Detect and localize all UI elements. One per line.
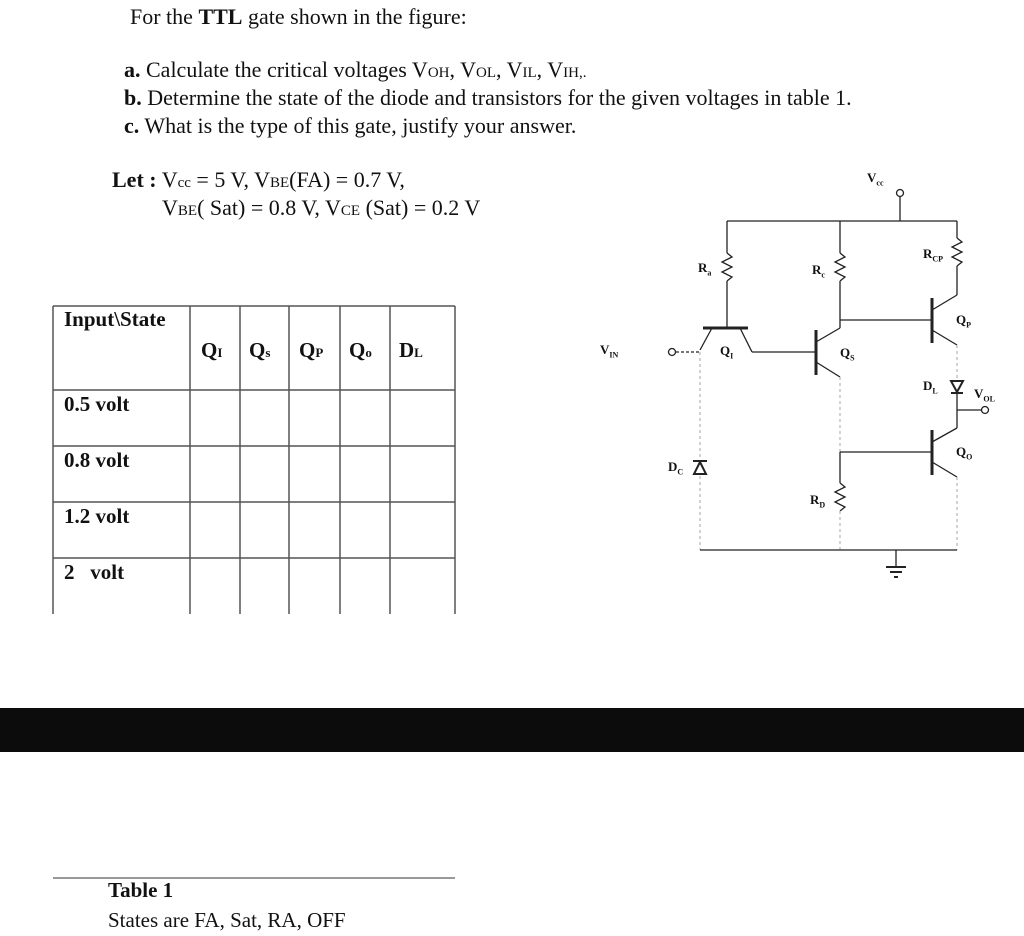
question-b: b. Determine the state of the diode and transistors for the given voltages in table 1.: [124, 85, 852, 110]
table-corner-header: Input\State: [64, 307, 166, 331]
column-header-qi: QI: [201, 338, 223, 362]
rcp-label: $R_{CP}$: [923, 246, 944, 264]
table-caption: Table 1: [108, 878, 174, 902]
column-header-dl: DL: [399, 338, 423, 362]
states-note: States are FA, Sat, RA, OFF: [108, 908, 346, 932]
rc-label: $R_c$: [812, 262, 825, 280]
qp-label: $Q_P$: [956, 312, 972, 330]
ra-label: $R_a$: [698, 260, 712, 278]
vout-label: $V_{OL}$: [974, 386, 995, 404]
question-c: c. What is the type of this gate, justify your answer.: [124, 113, 577, 138]
dc-label: $D_C$: [668, 459, 684, 477]
rd-label: $R_D$: [810, 492, 826, 510]
qs-label: $Q_S$: [840, 345, 855, 363]
given-line-2: VBE( Sat) = 0.8 V, VCE (Sat) = 0.2 V: [162, 195, 481, 220]
table-row-label: 0.8 volt: [64, 448, 130, 472]
given-line-1: Let : Vcc = 5 V, VBE(FA) = 0.7 V,: [112, 167, 405, 192]
qo-label: $Q_O$: [956, 444, 973, 462]
table-row-label: 2 volt: [64, 560, 125, 584]
table-row-label: 0.5 volt: [64, 392, 130, 416]
vcc-label: $V_{cc}$: [867, 170, 884, 188]
column-header-qs: Qs: [249, 338, 271, 362]
question-a: a. Calculate the critical voltages VOH, VOL, VIL, VIH,.: [124, 57, 587, 82]
q1-label: $Q_I$: [720, 343, 734, 361]
vin-label: $V_{IN}$: [600, 342, 619, 360]
black-separator-bar: [0, 708, 1024, 752]
dl-label: $D_L$: [923, 378, 938, 396]
table-row-label: 1.2 volt: [64, 504, 130, 528]
column-header-qo: Qo: [349, 338, 372, 362]
problem-title: For the TTL gate shown in the figure:: [130, 4, 467, 29]
column-header-qp: QP: [299, 338, 324, 362]
